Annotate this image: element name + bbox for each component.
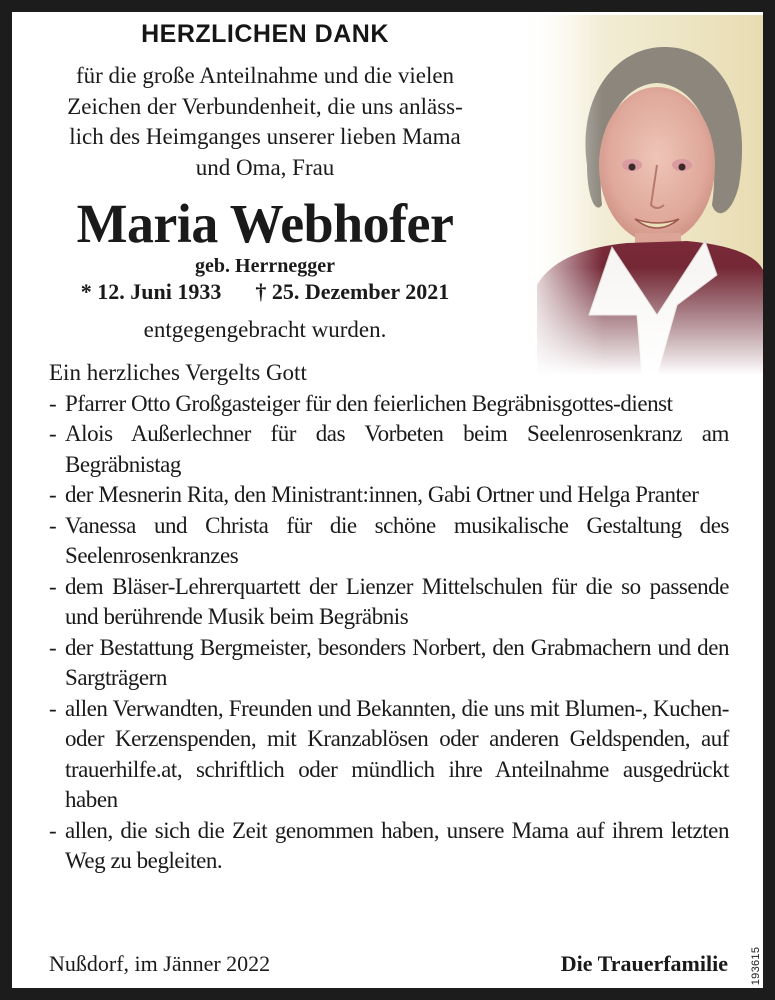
thanks-item-text: allen, die sich die Zeit genommen haben, unsere Mama auf ihrem letzten Weg zu begleiten. xyxy=(65,817,729,873)
thanks-item xyxy=(49,633,729,694)
thanks-item xyxy=(49,419,729,480)
thanks-item xyxy=(49,694,729,816)
thanks-item xyxy=(49,816,729,877)
bullet-dash: - xyxy=(49,421,57,446)
thanks-item xyxy=(49,480,729,511)
bullet-dash: - xyxy=(49,482,57,507)
bullet-dash: - xyxy=(49,390,57,416)
headline: HERZLICHEN DANK xyxy=(141,20,389,48)
after-text: entgegengebracht wurden. xyxy=(143,317,387,342)
bullet-dash: - xyxy=(49,512,57,538)
place-date: Nußdorf, im Jänner 2022 xyxy=(49,951,271,976)
bullet-dash: - xyxy=(49,695,57,721)
birth-date: * 12. Juni 1933 xyxy=(80,279,222,304)
intro-line: Zeichen der Verbundenheit, die uns anläss- xyxy=(67,93,463,119)
thanks-section xyxy=(49,358,729,877)
life-dates xyxy=(12,278,518,306)
thanks-item-text: der Bestattung Bergmeister, besonders Norbert, den Grabmachern und den Sargträgern xyxy=(65,634,729,690)
thanks-item-text: allen Verwandten, Freunden und Bekannten, die uns mit Blumen-, Kuchen- oder Kerzenspenden, mit Kranzablösen oder anderen Geldspenden, auf trauerhilfe.at, schriftlich oder mündlich ihre Anteilnahme ausgedrückt haben xyxy=(65,695,729,812)
intro-line: und Oma, Frau xyxy=(195,154,335,180)
birth-name: geb. Herrnegger xyxy=(195,255,335,277)
intro-line: für die große Anteilnahme und die vielen xyxy=(75,63,455,88)
thanks-item xyxy=(49,389,729,420)
thanks-item-text: der Mesnerin Rita, den Ministrant:innen, Gabi Ortner und Helga Pranter xyxy=(65,482,699,507)
signature: Die Trauerfamilie xyxy=(560,951,728,976)
deceased-name: Maria Webhofer xyxy=(76,193,454,254)
intro-line: lich des Heimganges unserer lieben Mama xyxy=(69,124,461,149)
thanks-item xyxy=(49,511,729,572)
thanks-item-text: Pfarrer Otto Großgasteiger für den feierlichen Begräbnisgottes-dienst xyxy=(65,390,673,416)
thanks-item-text: Vanessa und Christa für die schöne musikalische Gestaltung des Seelenrosenkranzes xyxy=(65,512,729,568)
thanks-item xyxy=(49,572,729,633)
death-date: † 25. Dezember 2021 xyxy=(255,279,450,304)
ad-id xyxy=(749,948,763,988)
bullet-dash: - xyxy=(49,817,57,843)
thanks-item-text: dem Bläser-Lehrerquartett der Lienzer Mittelschulen für die so passende und berührende Musik beim Begräbnis xyxy=(65,573,729,629)
bullet-dash: - xyxy=(49,573,57,599)
portrait-image xyxy=(517,15,763,375)
ad-id-text: 193615 xyxy=(750,946,762,986)
bullet-dash: - xyxy=(49,634,57,660)
portrait-photo xyxy=(517,15,763,375)
thanks-item-text: Alois Außerlechner für das Vorbeten beim Seelenrosenkranz am Begräbnistag xyxy=(65,421,729,477)
obituary-card xyxy=(12,12,763,988)
thanks-lead: Ein herzliches Vergelts Gott xyxy=(49,360,307,385)
intro-text xyxy=(12,61,518,183)
footer xyxy=(49,949,728,979)
